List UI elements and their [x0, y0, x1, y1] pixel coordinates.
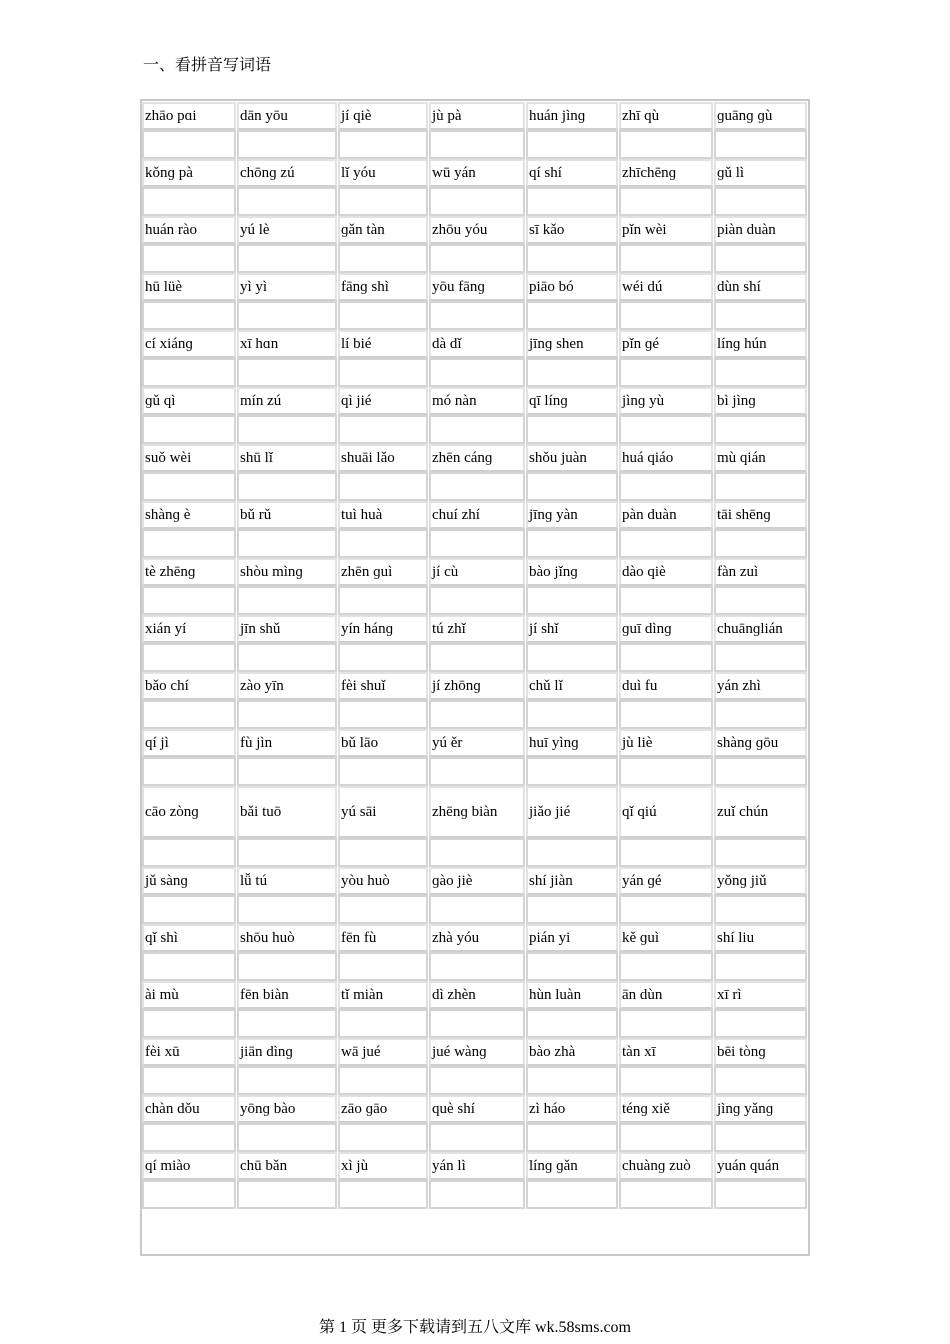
- pinyin-cell: zhī qù: [619, 102, 713, 130]
- answer-blank-cell[interactable]: [338, 1123, 428, 1152]
- pinyin-cell: pǐn wèi: [619, 216, 713, 244]
- answer-blank-cell[interactable]: [237, 187, 337, 216]
- pinyin-cell: jí cù: [429, 558, 525, 586]
- answer-blank-cell[interactable]: [338, 700, 428, 729]
- pinyin-cell: chǔ lǐ: [526, 672, 618, 700]
- answer-blank-cell[interactable]: [338, 1180, 428, 1209]
- pinyin-cell: jìnɡ yǎnɡ: [714, 1095, 807, 1123]
- answer-blank-cell[interactable]: [619, 130, 713, 159]
- pinyin-cell: lǚ tú: [237, 867, 337, 895]
- answer-blank-cell[interactable]: [714, 838, 807, 867]
- pinyin-cell: zào yīn: [237, 672, 337, 700]
- answer-blank-cell[interactable]: [619, 1123, 713, 1152]
- pinyin-cell: hū lüè: [142, 273, 236, 301]
- pinyin-cell: zhāo pɑi: [142, 102, 236, 130]
- answer-blank-cell[interactable]: [619, 244, 713, 273]
- pinyin-cell: qí miào: [142, 1152, 236, 1180]
- answer-blank-cell[interactable]: [429, 643, 525, 672]
- answer-blank-cell[interactable]: [526, 838, 618, 867]
- pinyin-cell: bǎi tuō: [237, 786, 337, 838]
- answer-blank-cell[interactable]: [237, 700, 337, 729]
- answer-blank-cell[interactable]: [237, 586, 337, 615]
- answer-blank-cell[interactable]: [338, 643, 428, 672]
- pinyin-cell: hùn luàn: [526, 981, 618, 1009]
- answer-blank-cell[interactable]: [619, 415, 713, 444]
- answer-blank-cell[interactable]: [142, 358, 236, 387]
- answer-blank-cell[interactable]: [714, 244, 807, 273]
- answer-blank-cell[interactable]: [338, 130, 428, 159]
- pinyin-cell: qī línɡ: [526, 387, 618, 415]
- answer-blank-cell[interactable]: [526, 187, 618, 216]
- answer-blank-cell[interactable]: [237, 952, 337, 981]
- pinyin-cell: jué wànɡ: [429, 1038, 525, 1066]
- answer-blank-cell[interactable]: [142, 1180, 236, 1209]
- pinyin-cell: dì zhèn: [429, 981, 525, 1009]
- answer-blank-cell[interactable]: [338, 529, 428, 558]
- answer-blank-cell[interactable]: [338, 952, 428, 981]
- pinyin-cell: zhīchēnɡ: [619, 159, 713, 187]
- answer-blank-cell[interactable]: [237, 838, 337, 867]
- pinyin-cell: dà dǐ: [429, 330, 525, 358]
- pinyin-cell: yán lì: [429, 1152, 525, 1180]
- answer-blank-cell[interactable]: [619, 586, 713, 615]
- answer-blank-cell[interactable]: [429, 130, 525, 159]
- pinyin-cell: shí jiàn: [526, 867, 618, 895]
- answer-blank-cell[interactable]: [142, 415, 236, 444]
- pinyin-cell: shōu huò: [237, 924, 337, 952]
- pinyin-cell: ɡào jiè: [429, 867, 525, 895]
- pinyin-cell: fèi shuǐ: [338, 672, 428, 700]
- pinyin-cell: chuànɡ zuò: [619, 1152, 713, 1180]
- pinyin-cell: jiān dìnɡ: [237, 1038, 337, 1066]
- answer-blank-cell[interactable]: [237, 472, 337, 501]
- pinyin-cell: xī hɑn: [237, 330, 337, 358]
- pinyin-cell: yì yì: [237, 273, 337, 301]
- answer-blank-cell[interactable]: [714, 301, 807, 330]
- answer-blank-cell[interactable]: [237, 358, 337, 387]
- pinyin-cell: ài mù: [142, 981, 236, 1009]
- answer-blank-cell[interactable]: [619, 1180, 713, 1209]
- pinyin-cell: dào qiè: [619, 558, 713, 586]
- pinyin-cell: zì háo: [526, 1095, 618, 1123]
- pinyin-cell: bào jǐnɡ: [526, 558, 618, 586]
- answer-blank-cell[interactable]: [142, 586, 236, 615]
- pinyin-cell: fānɡ shì: [338, 273, 428, 301]
- answer-blank-cell[interactable]: [338, 301, 428, 330]
- answer-blank-cell[interactable]: [526, 700, 618, 729]
- answer-blank-cell[interactable]: [619, 895, 713, 924]
- answer-blank-cell[interactable]: [714, 130, 807, 159]
- pinyin-cell: fèi xū: [142, 1038, 236, 1066]
- pinyin-cell: qì jié: [338, 387, 428, 415]
- pinyin-cell: chōnɡ zú: [237, 159, 337, 187]
- pinyin-cell: línɡ ɡǎn: [526, 1152, 618, 1180]
- pinyin-cell: ɡuānɡ ɡù: [714, 102, 807, 130]
- page-title: 一、看拼音写词语: [143, 55, 272, 74]
- pinyin-cell: fù jìn: [237, 729, 337, 757]
- answer-blank-cell[interactable]: [142, 130, 236, 159]
- pinyin-cell: qí shí: [526, 159, 618, 187]
- answer-blank-cell[interactable]: [142, 757, 236, 786]
- answer-blank-cell[interactable]: [142, 838, 236, 867]
- answer-blank-cell[interactable]: [237, 1009, 337, 1038]
- answer-blank-cell[interactable]: [714, 1066, 807, 1095]
- pinyin-cell: fàn zuì: [714, 558, 807, 586]
- answer-blank-cell[interactable]: [619, 643, 713, 672]
- answer-blank-cell[interactable]: [526, 952, 618, 981]
- pinyin-cell: sī kǎo: [526, 216, 618, 244]
- answer-blank-cell[interactable]: [237, 895, 337, 924]
- answer-blank-cell[interactable]: [619, 529, 713, 558]
- answer-blank-cell[interactable]: [714, 700, 807, 729]
- pinyin-cell: ɡǎn tàn: [338, 216, 428, 244]
- answer-blank-cell[interactable]: [338, 1066, 428, 1095]
- pinyin-cell: lǐ yóu: [338, 159, 428, 187]
- pinyin-cell: bēi tònɡ: [714, 1038, 807, 1066]
- answer-blank-cell[interactable]: [237, 130, 337, 159]
- pinyin-cell: huán rào: [142, 216, 236, 244]
- pinyin-cell: piàn duàn: [714, 216, 807, 244]
- pinyin-cell: jiǎo jié: [526, 786, 618, 838]
- pinyin-cell: dān yōu: [237, 102, 337, 130]
- pinyin-cell: tè zhēnɡ: [142, 558, 236, 586]
- pinyin-cell: yú lè: [237, 216, 337, 244]
- pinyin-cell: tú zhǐ: [429, 615, 525, 643]
- answer-blank-cell[interactable]: [526, 301, 618, 330]
- pinyin-cell: qí jì: [142, 729, 236, 757]
- answer-blank-cell[interactable]: [237, 301, 337, 330]
- answer-blank-cell[interactable]: [142, 529, 236, 558]
- answer-blank-cell[interactable]: [142, 1123, 236, 1152]
- answer-blank-cell[interactable]: [714, 1009, 807, 1038]
- answer-blank-cell[interactable]: [526, 472, 618, 501]
- pinyin-cell: ɡǔ lì: [714, 159, 807, 187]
- pinyin-cell: jīn shǔ: [237, 615, 337, 643]
- pinyin-cell: línɡ hún: [714, 330, 807, 358]
- pinyin-cell: chuí zhí: [429, 501, 525, 529]
- pinyin-cell: yōnɡ bào: [237, 1095, 337, 1123]
- answer-blank-cell[interactable]: [526, 1123, 618, 1152]
- answer-blank-cell[interactable]: [142, 895, 236, 924]
- answer-blank-cell[interactable]: [429, 1123, 525, 1152]
- pinyin-cell: zhà yóu: [429, 924, 525, 952]
- pinyin-cell: xián yí: [142, 615, 236, 643]
- pinyin-cell: wū yán: [429, 159, 525, 187]
- pinyin-cell: wā jué: [338, 1038, 428, 1066]
- pinyin-cell: suǒ wèi: [142, 444, 236, 472]
- pinyin-cell: jǔ sànɡ: [142, 867, 236, 895]
- pinyin-cell: tuì huà: [338, 501, 428, 529]
- pinyin-cell: bǎo chí: [142, 672, 236, 700]
- answer-blank-cell[interactable]: [237, 757, 337, 786]
- answer-blank-cell[interactable]: [619, 358, 713, 387]
- answer-blank-cell[interactable]: [429, 757, 525, 786]
- pinyin-cell: jìnɡ yù: [619, 387, 713, 415]
- pinyin-cell: yuán quán: [714, 1152, 807, 1180]
- answer-blank-cell[interactable]: [526, 1180, 618, 1209]
- pinyin-cell: mó nàn: [429, 387, 525, 415]
- pinyin-cell: mín zú: [237, 387, 337, 415]
- answer-blank-cell[interactable]: [619, 952, 713, 981]
- answer-blank-cell[interactable]: [338, 358, 428, 387]
- pinyin-cell: qǐ shì: [142, 924, 236, 952]
- pinyin-cell: yǒnɡ jiǔ: [714, 867, 807, 895]
- answer-blank-cell[interactable]: [429, 244, 525, 273]
- pinyin-cell: xī rì: [714, 981, 807, 1009]
- answer-blank-cell[interactable]: [338, 472, 428, 501]
- pinyin-cell: bào zhà: [526, 1038, 618, 1066]
- answer-blank-cell[interactable]: [142, 643, 236, 672]
- pinyin-cell: jí shǐ: [526, 615, 618, 643]
- pinyin-worksheet-table: [140, 99, 810, 1256]
- answer-blank-cell[interactable]: [429, 1180, 525, 1209]
- pinyin-cell: shǒu juàn: [526, 444, 618, 472]
- pinyin-cell: jù liè: [619, 729, 713, 757]
- answer-blank-cell[interactable]: [714, 358, 807, 387]
- pinyin-cell: yōu fānɡ: [429, 273, 525, 301]
- answer-blank-cell[interactable]: [526, 1009, 618, 1038]
- answer-blank-cell[interactable]: [619, 472, 713, 501]
- pinyin-cell: yán zhì: [714, 672, 807, 700]
- pinyin-cell: huá qiáo: [619, 444, 713, 472]
- answer-blank-cell[interactable]: [714, 529, 807, 558]
- answer-blank-cell[interactable]: [714, 952, 807, 981]
- answer-blank-cell[interactable]: [142, 700, 236, 729]
- answer-blank-cell[interactable]: [237, 529, 337, 558]
- pinyin-cell: duì fu: [619, 672, 713, 700]
- answer-blank-cell[interactable]: [619, 1066, 713, 1095]
- answer-blank-cell[interactable]: [429, 529, 525, 558]
- pinyin-cell: ténɡ xiě: [619, 1095, 713, 1123]
- answer-blank-cell[interactable]: [142, 1009, 236, 1038]
- pinyin-cell: kǒnɡ pà: [142, 159, 236, 187]
- answer-blank-cell[interactable]: [338, 187, 428, 216]
- answer-blank-cell[interactable]: [142, 1066, 236, 1095]
- answer-blank-cell[interactable]: [429, 415, 525, 444]
- answer-blank-cell[interactable]: [429, 586, 525, 615]
- pinyin-cell: zhēnɡ biàn: [429, 786, 525, 838]
- pinyin-cell: bǔ lāo: [338, 729, 428, 757]
- pinyin-cell: yòu huò: [338, 867, 428, 895]
- answer-blank-cell[interactable]: [429, 187, 525, 216]
- pinyin-cell: cāo zònɡ: [142, 786, 236, 838]
- answer-blank-cell[interactable]: [526, 586, 618, 615]
- pinyin-cell: bì jìnɡ: [714, 387, 807, 415]
- pinyin-cell: huán jìnɡ: [526, 102, 618, 130]
- answer-blank-cell[interactable]: [338, 1009, 428, 1038]
- answer-blank-cell[interactable]: [237, 415, 337, 444]
- pinyin-cell: yú sāi: [338, 786, 428, 838]
- pinyin-cell: shí liu: [714, 924, 807, 952]
- answer-blank-cell[interactable]: [429, 301, 525, 330]
- pinyin-cell: shuāi lǎo: [338, 444, 428, 472]
- pinyin-cell: jù pà: [429, 102, 525, 130]
- answer-blank-cell[interactable]: [619, 1009, 713, 1038]
- answer-blank-cell[interactable]: [338, 895, 428, 924]
- pinyin-cell: pián yi: [526, 924, 618, 952]
- answer-blank-cell[interactable]: [338, 586, 428, 615]
- answer-blank-cell[interactable]: [237, 1180, 337, 1209]
- answer-blank-cell[interactable]: [714, 643, 807, 672]
- answer-blank-cell[interactable]: [429, 1066, 525, 1095]
- answer-blank-cell[interactable]: [429, 838, 525, 867]
- answer-blank-cell[interactable]: [429, 472, 525, 501]
- pinyin-cell: fēn biàn: [237, 981, 337, 1009]
- answer-blank-cell[interactable]: [714, 415, 807, 444]
- pinyin-cell: piāo bó: [526, 273, 618, 301]
- answer-blank-cell[interactable]: [526, 358, 618, 387]
- pinyin-cell: bǔ rǔ: [237, 501, 337, 529]
- pinyin-cell: tǐ miàn: [338, 981, 428, 1009]
- pinyin-cell: què shí: [429, 1095, 525, 1123]
- answer-blank-cell[interactable]: [714, 1123, 807, 1152]
- page-footer: 第 1 页 更多下载请到五八文库 wk.58sms.com: [318, 1319, 631, 1336]
- pinyin-cell: kě ɡuì: [619, 924, 713, 952]
- pinyin-cell: cí xiánɡ: [142, 330, 236, 358]
- answer-blank-cell[interactable]: [526, 130, 618, 159]
- pinyin-cell: yú ěr: [429, 729, 525, 757]
- answer-blank-cell[interactable]: [142, 472, 236, 501]
- answer-blank-cell[interactable]: [338, 415, 428, 444]
- answer-blank-cell[interactable]: [142, 244, 236, 273]
- pinyin-cell: ɡuī dìnɡ: [619, 615, 713, 643]
- pinyin-cell: mù qián: [714, 444, 807, 472]
- pinyin-cell: zuǐ chún: [714, 786, 807, 838]
- answer-blank-cell[interactable]: [237, 1066, 337, 1095]
- pinyin-cell: yín hánɡ: [338, 615, 428, 643]
- answer-blank-cell[interactable]: [526, 529, 618, 558]
- answer-blank-cell[interactable]: [619, 187, 713, 216]
- answer-blank-cell[interactable]: [142, 952, 236, 981]
- pinyin-cell: zhōu yóu: [429, 216, 525, 244]
- pinyin-cell: shū lǐ: [237, 444, 337, 472]
- pinyin-cell: jīnɡ yàn: [526, 501, 618, 529]
- answer-blank-cell[interactable]: [526, 1066, 618, 1095]
- answer-blank-cell[interactable]: [526, 757, 618, 786]
- pinyin-cell: jí zhōnɡ: [429, 672, 525, 700]
- pinyin-cell: zhēn ɡuì: [338, 558, 428, 586]
- pinyin-cell: shànɡ ɡōu: [714, 729, 807, 757]
- answer-blank-cell[interactable]: [714, 895, 807, 924]
- answer-blank-cell[interactable]: [338, 757, 428, 786]
- pinyin-cell: ān dùn: [619, 981, 713, 1009]
- answer-blank-cell[interactable]: [526, 643, 618, 672]
- answer-blank-cell[interactable]: [714, 757, 807, 786]
- answer-blank-cell[interactable]: [619, 757, 713, 786]
- answer-blank-cell[interactable]: [619, 301, 713, 330]
- pinyin-cell: shànɡ è: [142, 501, 236, 529]
- answer-blank-cell[interactable]: [619, 838, 713, 867]
- pinyin-cell: dùn shí: [714, 273, 807, 301]
- answer-blank-cell[interactable]: [142, 187, 236, 216]
- pinyin-cell: ɡǔ qì: [142, 387, 236, 415]
- pinyin-cell: jīnɡ shen: [526, 330, 618, 358]
- answer-blank-cell[interactable]: [237, 643, 337, 672]
- answer-blank-cell[interactable]: [714, 1180, 807, 1209]
- pinyin-cell: huī yìnɡ: [526, 729, 618, 757]
- answer-blank-cell[interactable]: [714, 586, 807, 615]
- answer-blank-cell[interactable]: [714, 187, 807, 216]
- answer-blank-cell[interactable]: [237, 1123, 337, 1152]
- answer-blank-cell[interactable]: [429, 1009, 525, 1038]
- answer-blank-cell[interactable]: [526, 415, 618, 444]
- pinyin-cell: pǐn ɡé: [619, 330, 713, 358]
- pinyin-cell: shòu mìnɡ: [237, 558, 337, 586]
- answer-blank-cell[interactable]: [237, 244, 337, 273]
- pinyin-cell: fēn fù: [338, 924, 428, 952]
- pinyin-cell: zhēn cánɡ: [429, 444, 525, 472]
- pinyin-cell: tàn xī: [619, 1038, 713, 1066]
- pinyin-cell: zāo ɡāo: [338, 1095, 428, 1123]
- answer-blank-cell[interactable]: [429, 895, 525, 924]
- answer-blank-cell[interactable]: [429, 700, 525, 729]
- pinyin-cell: wéi dú: [619, 273, 713, 301]
- answer-blank-cell[interactable]: [338, 244, 428, 273]
- answer-blank-cell[interactable]: [142, 301, 236, 330]
- answer-blank-cell[interactable]: [526, 244, 618, 273]
- pinyin-cell: pàn duàn: [619, 501, 713, 529]
- answer-blank-cell[interactable]: [619, 700, 713, 729]
- pinyin-cell: chū bǎn: [237, 1152, 337, 1180]
- pinyin-cell: jí qiè: [338, 102, 428, 130]
- pinyin-cell: xì jù: [338, 1152, 428, 1180]
- pinyin-cell: tāi shēnɡ: [714, 501, 807, 529]
- answer-blank-cell[interactable]: [714, 472, 807, 501]
- answer-blank-cell[interactable]: [429, 358, 525, 387]
- pinyin-cell: qǐ qiú: [619, 786, 713, 838]
- pinyin-cell: lí bié: [338, 330, 428, 358]
- pinyin-cell: chuānɡlián: [714, 615, 807, 643]
- answer-blank-cell[interactable]: [429, 952, 525, 981]
- pinyin-cell: chàn dǒu: [142, 1095, 236, 1123]
- answer-blank-cell[interactable]: [338, 838, 428, 867]
- worksheet-grid: [142, 102, 808, 1209]
- answer-blank-cell[interactable]: [526, 895, 618, 924]
- pinyin-cell: yán ɡé: [619, 867, 713, 895]
